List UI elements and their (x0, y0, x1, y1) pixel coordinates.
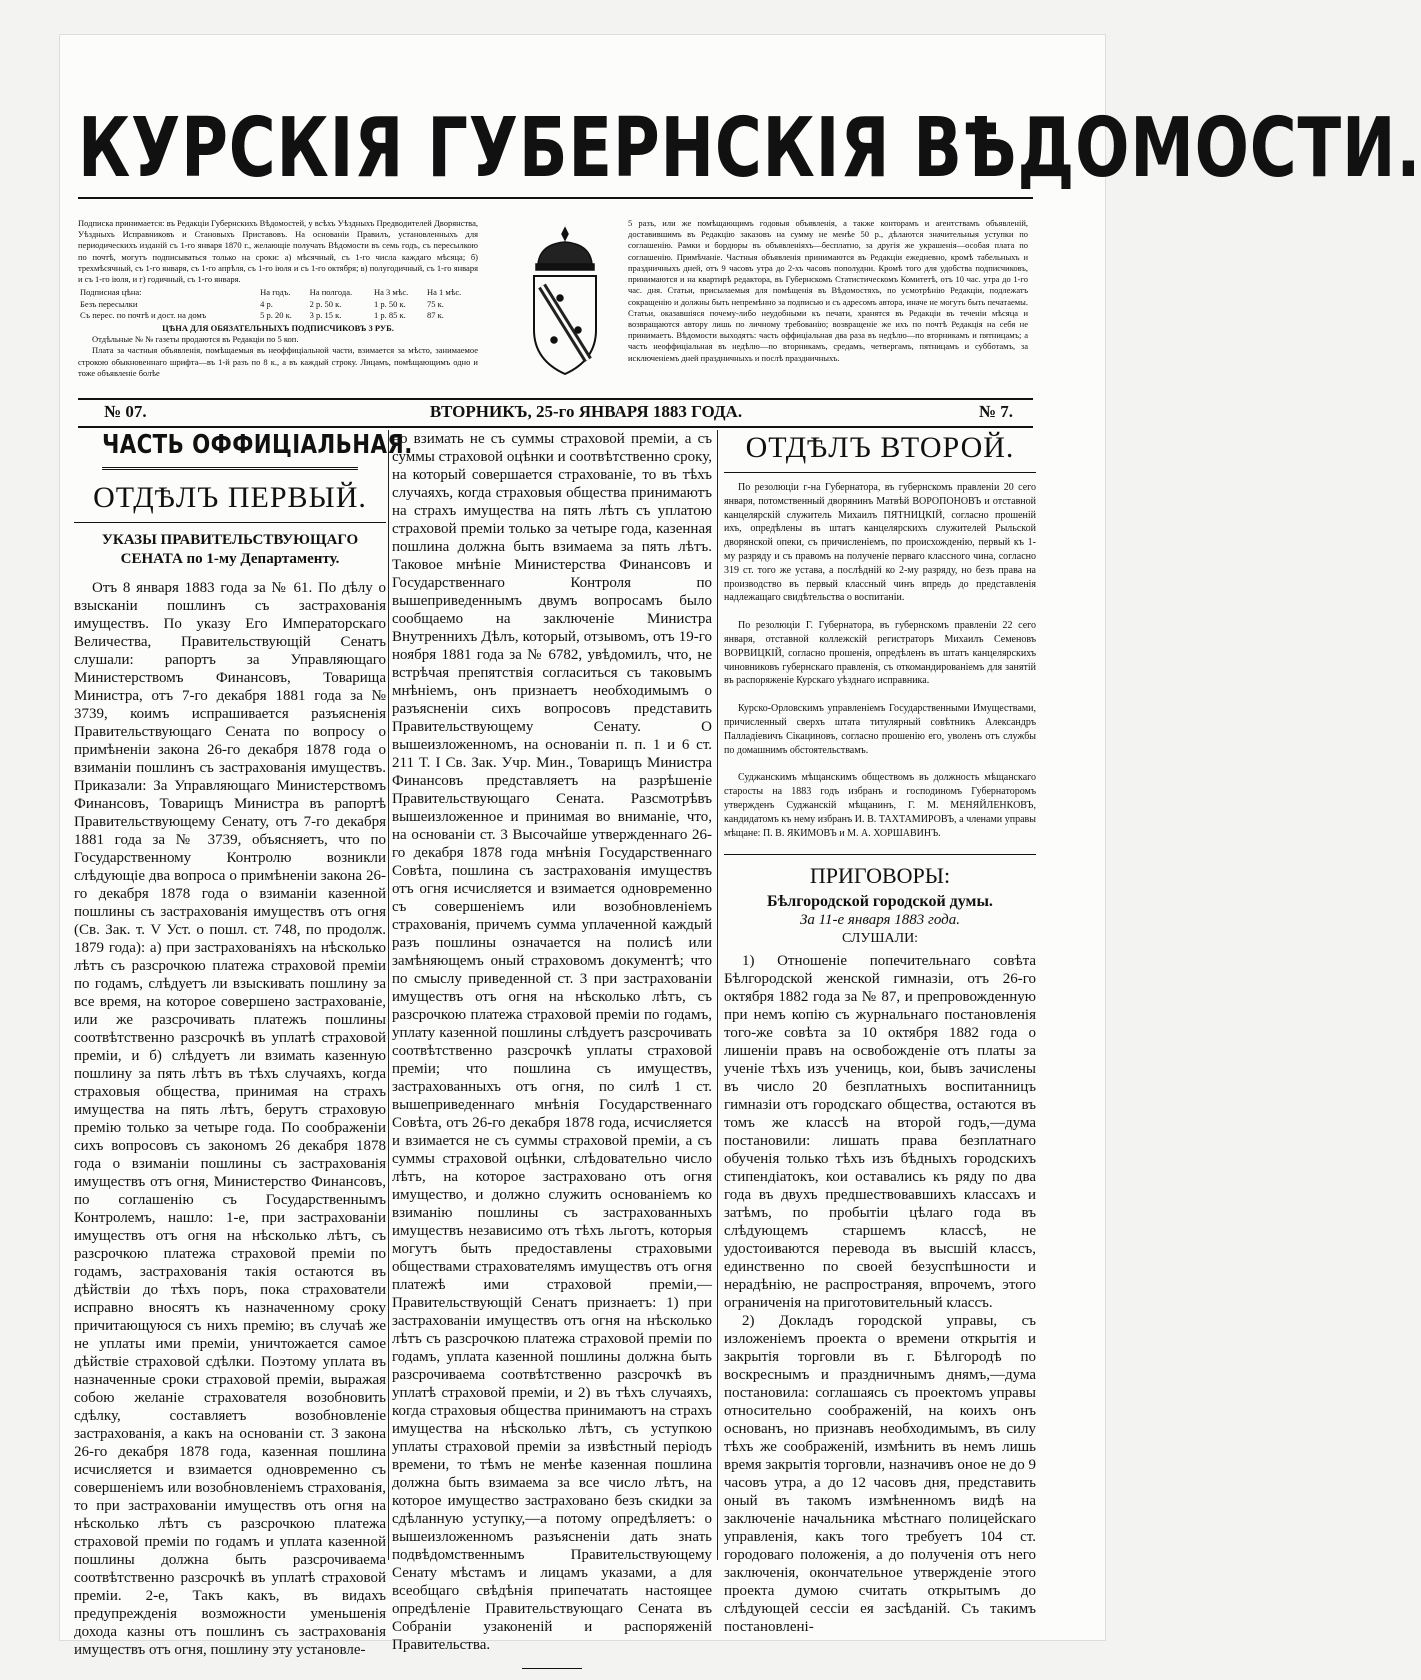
part-official-heading: ЧАСТЬ ОФФИЦІАЛЬНАЯ. (102, 430, 358, 470)
senate-decrees-heading: УКАЗЫ ПРАВИТЕЛЬСТВУЮЩАГО СЕНАТА по 1-му Департаменту. (101, 532, 359, 567)
resolution-item: 2) Докладъ городской управы, съ изложеніемъ проекта о времени открытія и закрытія торговли въ г. Бѣлгородѣ по воскреснымъ и праздничнымъ днямъ,—дума постановила: соглашаясь съ проектомъ управы относительно соображеній, на коихъ онъ основанъ, но признавъ необходимымъ, въ силу тѣхъ же соображеній, измѣнить въ немъ лишь время закрытія торговли, назначивъ оное не до 9 часовъ утра, а до 12 часовъ дня, представить оный въ такомъ измѣненномъ видѣ на заключеніе начальника мѣстнаго полицейскаго управленія, какъ того требуетъ 104 ст. городоваго положенія, а до полученія отъ него заключенія, окончательное утвержденіе этого проекта думою считать открытымъ до слѣдующей сессіи ея засѣданій. Съ такимъ постановлені- (724, 1312, 1036, 1635)
single-issue-price: Отдѣльные № № газеты продаются въ Редакціи по 5 коп. (92, 334, 299, 345)
price-row: Съ перес. по почтѣ и дост. на домъ 5 р. 20 к. 3 р. 15 к. 1 р. 85 к. 87 к. (80, 309, 444, 320)
column-divider (388, 430, 389, 1560)
issue-number-left: № 07. (104, 402, 147, 421)
issue-date-bar (78, 398, 1033, 428)
dismissal-notice: Курско-Орловскимъ управленіемъ Государственными Имуществами, причисленный сверхъ штата титулярный совѣтникъ Александръ Палладіевичъ Сікациновъ, согласно прошенію его, уволенъ отъ службы по домашнимъ обстоятельствамъ. (724, 703, 1036, 756)
newspaper-title: КУРСКІЯ ГУБЕРНСКІЯ ВѢДОМОСТИ. (78, 101, 1421, 196)
appointment-notice: По резолюціи г-на Губернатора, въ губернскомъ правленіи 20 сего января, потомственный дворянинъ Матвѣй ВОРОПОНОВЪ и отставной канцелярскій служитель Михаилъ ПЯТНИЦКІЙ, согласно прошеній ихъ, опредѣлены въ штатъ канцелярскихъ служителей Рыльской дворянской опеки, съ причисленіемъ, по происхожденію, первый къ 1-му разряду и съ правомъ на полученіе перваго классного чина, согласно 319 ст. того же устава, а послѣдній ко 2-му разряду, но безъ права на производство въ первый классный чинъ впредь до представленія надлежащаго свидѣтельства о воспитаніи. (724, 482, 1036, 604)
resolutions-heading: ПРИГОВОРЫ: (809, 863, 951, 889)
section-second-heading: ОТДѢЛЪ ВТОРОЙ. (745, 431, 1015, 464)
mandatory-price: ЦѢНА ДЛЯ ОБЯЗАТЕЛЬНЫХЪ ПОДПИСЧИКОВЪ 3 РУБ. (162, 322, 394, 333)
issue-number-right: № 7. (978, 402, 1013, 421)
ads-price: Плата за частныя объявленія, помѣщаемыя въ неоффиціальной части, взимается за мѣсто, занимаемое строкою обыкновеннаго шрифта—въ 1-й разъ по 8 к., а въ каждый строку. Лицамъ, помѣщающимъ одно и тоже объявленіе болѣе (78, 345, 478, 378)
session-date: За 11-е января 1883 года. (799, 911, 961, 928)
price-table (78, 287, 478, 321)
subscription-text: Подписка принимается: въ Редакціи Губернскихъ Вѣдомостей, у всѣхъ Уѣздныхъ Предводителей Дворянства, Уѣздныхъ Исправниковъ и Становыхъ Приставовъ. На основаніи Правилъ, установленныхъ для периодическихъ изданій съ 1-го января 1870 г., желающіе получать Вѣдомости въ семь годъ, съ пересылкою по почтѣ, могутъ подписываться только на сроки: а) мѣсячный, съ 1-го числа каждаго мѣсяца; б) трехмѣсячный, съ 1-го января, съ 1-го апрѣля, съ 1-го іюля и съ 1-го октября; в) полугодичный, съ 1-го января и съ 1-го іюля, и г) годичный, съ 1-го января. (78, 218, 478, 285)
subscription-info (78, 218, 478, 379)
column-divider (717, 430, 718, 1560)
column-2 (392, 430, 712, 1669)
section-first-heading: ОТДѢЛЪ ПЕРВЫЙ. (93, 481, 367, 515)
decree-text-continued: но взимать не съ суммы страховой преміи, а съ суммы страховой оцѣнки и соотвѣтственно сроку, на который совершается страхованіе, то въ тѣхъ случаяхъ, когда страховыя общества принимаютъ на страхъ имущества на пять лѣтъ съ уплатою страховой преміи только за четыре года, казенная пошлина должна быть взимаема за пять лѣтъ. Таковое мнѣніе Министерства Финансовъ и Государственнаго Контроля по вышеприведеннымъ двумъ вопросамъ было сообщаемо на заключеніе Министра Внутреннихъ Дѣлъ, который, отзывомъ, отъ 19-го ноября 1881 года за № 6782, увѣдомилъ, что, не встрѣчая препятствія согласиться съ таковымъ мнѣніемъ, онъ признаетъ необходимымъ о разъясненіи сихъ вопросовъ представить Правительствующему Сенату. О вышеизложенномъ, на основаніи п. п. 1 и 6 ст. 211 Т. I Св. Зак. Учр. Мин., Товарищъ Министра Финансовъ представляетъ на разрѣшеніе Правительствующаго Сената. Разсмотрѣвъ вышеизложенное и принимая во вниманіе, что, на основаніи ст. 3 Высочайше утвержденнаго 26-го декабря 1878 года мнѣнія Государственнаго Совѣта, пошлина съ застрахованія имуществъ отъ огня исчисляется и взимается одновременно съ совершеніемъ или возобновленіемъ страхованія, причемъ сумма уплаченной каждый разъ пошлины означается на полисѣ или замѣняющемъ оный страховомъ документѣ; что по смыслу приведенной ст. 3 при застрахованіи имуществъ отъ огня на нѣсколько лѣтъ, съ разсрочкою платежа страховой преміи по годамъ, уплату казенной пошлины слѣдуетъ разсрочивать соотвѣтственно разсрочкѣ уплаты страховой преміи; что пошлина съ имуществъ, застрахованныхъ отъ огня, по силѣ 1 ст. вышеприведеннаго мнѣнія Государственнаго Совѣта, отъ 26-го декабря 1878 года, исчисляется и взимается не съ суммы страховой преміи, а съ суммы страховой оцѣнки, слѣдовательно число лѣтъ, на которое застраховано отъ огня имущество, и должно служить основаніемъ ко взиманію пошлины съ застрахованныхъ имуществъ независимо отъ тѣхъ льготъ, которыя могутъ быть предоставлены страховыми обществами страхователямъ имуществъ отъ огня платежѣ ими страховой преміи,—Правительствующій Сенатъ признаетъ: 1) при застрахованіи имуществъ отъ огня на нѣсколько лѣтъ съ разсрочкою платежа страховой преміи по годамъ, уплата казенной пошлины должна быть разсрочиваема соотвѣтственно разсрочкѣ въ уплатѣ страховой преміи, и 2) въ тѣхъ случаяхъ, когда страховыя общества принимаютъ на страхъ имущества на нѣсколько лѣтъ, съ уступкою уплаты страховой преміи за извѣстный періодъ времени, то тѣмъ не менѣе казенная пошлина должна быть взимаема за все число лѣтъ, на которое имущество застраховано безъ скидки за сдѣланную уступку,—а потому опредѣляетъ: о вышеизложенномъ разъясненіи дать знать подвѣдомственнымъ Правительствующему Сенату мѣстамъ и лицамъ указами, а для всеобщаго свѣдѣнія припечатать настоящее опредѣленіе Правительствующаго Сената въ Собраніи узаконеній и распоряженій Правительства. (392, 431, 712, 1653)
section-rule (724, 472, 1036, 473)
price-row: Безъ пересылки 4 р. 2 р. 50 к. 1 р. 50 к. 75 к. (80, 298, 444, 309)
column-1 (74, 430, 413, 1659)
price-header-row: Подписная цѣна: На годъ. На полгода. На 3 мѣс. На 1 мѣс. (80, 287, 462, 298)
appointment-notice: По резолюціи Г. Губернатора, въ губернскомъ правленіи 22 сего января, отставной коллежскій регистраторъ Михаилъ Семеновъ ВОРВИЦКІЙ, согласно прошенія, опредѣленъ въ штатъ канцелярскихъ чиновниковъ губернскаго правленія, съ откомандированіемъ для занятій въ распоряженіе Курскаго уѣзднаго исправника. (724, 620, 1036, 687)
title-rule (78, 197, 1033, 199)
decree-text: Отъ 8 января 1883 года за № 61. По дѣлу о взысканіи пошлинъ съ застрахованія имуществъ. По указу Его Императорскаго Величества, Правительствующій Сенатъ слушали: рапортъ за Управляющаго Министерствомъ Финансовъ, Товарища Министра, отъ 7-го декабря 1881 года за № 3739, коимъ испрашивается разъясненія Правительствующаго Сената по вопросу о примѣненіи закона 26-го декабря 1878 года о взиманіи пошлинъ съ застрахованія имуществъ. Приказали: За Управляющаго Министерствомъ Финансовъ, Товарищъ Министра въ рапортѣ Правительствующему Сенату, отъ 7-го декабря 1881 года за № 3739, объясняетъ, что по Государственному Контролю возникли слѣдующіе два вопроса о примѣненіи закона 26-го декабря 1878 года о взиманіи казенной пошлины съ застрахованія имуществъ отъ огня (Св. Зак. т. V Уст. о пошл. ст. 748, по продолж. 1879 года): а) при застрахованіяхъ на нѣсколько лѣтъ съ разсрочкою платежа страховой преміи по годамъ, слѣдуетъ ли взыскивать пошлину за все время, на которое совершено застрахованіе, или же разсрочивать платежъ пошлины соотвѣтственно разсрочкѣ въ уплатѣ страховой преміи, и б) слѣдуетъ ли взимать казенную пошлину за пять лѣтъ въ тѣхъ случаяхъ, когда страховыя общества, принимая на страхъ имущества на пять лѣтъ, берутъ страховую премію только за четыре года. По соображеніи сихъ вопросовъ съ закономъ 26 декабря 1878 года о взиманіи пошлины съ застрахованія имуществъ отъ огня, Министерство Финансовъ, по соглашенію съ Государственнымъ Контролемъ, нашло: 1-е, при застрахованіи имуществъ отъ огня на нѣсколько лѣтъ, съ разсрочкою платежа страховой преміи по годамъ, застрахованія такія остаются въ дѣйствіи до тѣхъ поръ, пока страхователи исправно вносятъ къ назначенному сроку причитающуюся съ нихъ премію; въ случаѣ же не уплаты ими преміи, уничтожается самое дѣйствіе страховой сдѣлки. Поэтому уплата въ назначенные сроки страховой преміи, выражая собою желаніе страхователя возобновить сдѣлку, составляетъ возобновленіе застрахованія, а какъ на основаніи ст. 3 закона 26-го декабря 1878 года, казенная пошлина исчисляется и взимается одновременно съ совершеніемъ или возобновленіемъ страхованія, то при застрахованіи имуществъ отъ огня на нѣсколько лѣтъ съ разсрочкою платежа страховой преміи по годамъ и уплата казенной пошлины должна быть разсрочиваема соотвѣтственно разсрочкѣ въ уплатѣ страховой преміи. 2-е, Такъ какъ, въ видахъ предупрежденія возможности уменьшенія дохода казны отъ пошлинъ съ застрахованія имуществъ отъ огня, пошлину эту установле- (74, 579, 386, 1658)
resolution-item: 1) Отношеніе попечительнаго совѣта Бѣлгородской женской гимназіи, отъ 26-го октября 1882 года за № 87, и препровожденную при немъ копію съ журнальнаго постановленія того-же совѣта за 10 октября 1882 года о лишеніи правъ на освобожденіе отъ платы за ученіе тѣхъ изъ учениць, кои, бывъ зачислены въ число 20 безплатныхъ воспитанницъ гимназіи отъ городскаго общества, остаются въ томъ же классѣ на второй годъ,—дума постановили: лишать права безплатнаго обученія только тѣхъ изъ бѣдныхъ городскихъ стипендіатокъ, кои оставались къ ряду по два года въ двухъ предшествовавшихъ классахъ и затѣмъ, по пробытіи цѣлаго года въ слѣдующемъ старшемъ классѣ, не удостоиваются перевода въ высшій классъ, единственно по своей безуспѣшности и нерадѣнію, не распространяя, впрочемъ, этого ограниченія на приготовительный классъ. (724, 952, 1036, 1311)
kursk-coat-of-arms-icon (520, 220, 610, 380)
election-notice: Суджанскимъ мѣщанскимъ обществомъ въ должность мѣщанскаго старосты на 1883 годъ избранъ и господиномъ Губернаторомъ утвержденъ Суджанскій мѣщанинъ, Г. М. МЕНЯЙЛЕНКОВЪ, кандидатомъ къ нему избранъ И. В. ТАХТАМИРОВЪ, а членами управы мѣщане: П. В. ЯКИМОВЪ и М. А. ХОРШАВИНЪ. (724, 772, 1036, 839)
advertising-info: 5 разъ, или же помѣщающимъ годовыя объявленія, а также конторамъ и агентствамъ объявленій, доставившимъ въ Редакцію заказовъ на сумму не менѣе 50 р., дѣлаются значительныя уступки по соглашенію. Рамки и бордюры въ объявленіяхъ—бесплатно, за другія же украшенія—особая плата по соглашенію. Примѣчаніе. Частныя объявленія принимаются въ Редакціи ежедневно, кромѣ табельныхъ и праздничныхъ дней, отъ 9 часовъ утра до 2-хъ часовъ пополудни. Кромѣ того для удобства подписчиковъ, принимаются и на квартирѣ редактора, въ Губернскомъ Статистическомъ Комитетѣ, отъ 10 час. утра до 1-го час. дня. Статьи, присылаемыя для помѣщенія въ Вѣдомостяхъ, по усмотрѣнію Редакціи, подлежатъ сокращенію и должны быть непремѣнно за подписью и съ адресомъ автора, иначе не могутъ быть печатаемы. Статьи, оказавшіяся почему-либо неудобными къ печати, хранятся въ Редакціи въ теченіи мѣсяца и возвращаются автору лишь по личному требованію; возвращеніе же ихъ по почтѣ Редакція на себя не принимаетъ. Вѣдомости выходятъ: часть оффиціальная два раза въ недѣлю—по вторникамъ и пятницамъ; а часть неоффиціальная въ недѣлю—по вторникамъ, средамъ, четвергамъ, пятницамъ и субботамъ, за исключеніемъ дней праздничныхъ и послѣ праздничныхъ. (628, 218, 1028, 363)
duma-heading: Бѣлгородской городской думы. (767, 892, 993, 910)
issue-date: ВТОРНИКЪ, 25-го ЯНВАРЯ 1883 ГОДА. (429, 402, 743, 421)
section-rule (74, 522, 386, 523)
heard-label: СЛУШАЛИ: (841, 930, 919, 946)
column-3 (724, 430, 1036, 1636)
section-rule (724, 854, 1036, 855)
end-rule (522, 1668, 582, 1669)
